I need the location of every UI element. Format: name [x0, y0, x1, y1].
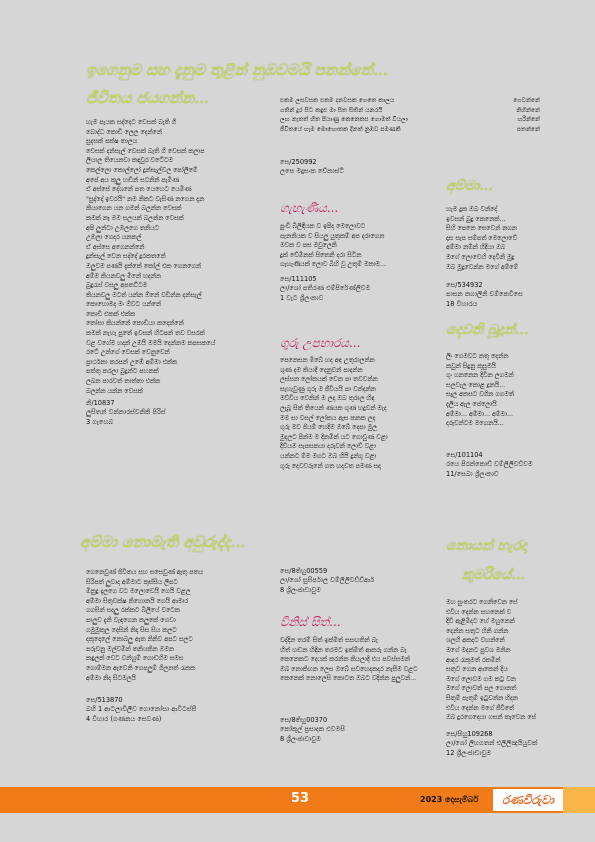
- poem-3-author: ලා/ශෝ පතිරණ එම්පිරේණ්ලිවම: [280, 284, 371, 293]
- poem-line: ඒ අස්සෙ අගෙනන්නේ: [86, 243, 145, 251]
- poem-line: දුක් වේමිනක් සිතෙනි දරා සිටින: [280, 251, 362, 259]
- poem-line: වද්දින තරම් සිත් ඉක්මිත් සසඟතින් බැ: [280, 637, 378, 644]
- poem-line: පුංචි බිලිඳියක ව ඉපිද මෙලොවට: [280, 223, 366, 230]
- poem-line: පාලුව දැනි වැඳගෙන කලුකේ ගෙවා: [86, 616, 176, 624]
- poem-line: කෙල්ලො කොල්ලෝ දුන්සැල්වල පෝලිමේ: [86, 166, 198, 174]
- poem-line: උඹලා ගෙදර යනකල්: [86, 234, 142, 242]
- poem-line: සතුට ගෙන ආකෙන් දිය: [446, 666, 508, 674]
- poem-9-body: [86, 568, 276, 683]
- poem-5-ref: සෙ/8තිහු00370: [280, 716, 328, 724]
- poem-1-ref: නි/10837: [86, 399, 115, 407]
- poem-line: සිතුම් පැතුම් ඉටුවන්න හිදන: [446, 694, 518, 702]
- poem-5-place: 8 ශ්‍රීලංජාඩාවුම: [280, 734, 321, 743]
- poem-2-body: [280, 96, 540, 134]
- poem-2-author: ලසෙ මදුසංක චේකාස්ටී: [280, 167, 345, 176]
- poem-2-credit: [280, 158, 344, 177]
- poem-3-ref: සෙ/111105: [280, 275, 317, 283]
- poem-row-text: ජීවිතයේ හැම මොහොතක දිනත් නුඹව පමණකි: [280, 125, 401, 133]
- poem-line: වෙසක් දන්සැල් වෙසක් බැති ගී වෙසක් කලාප: [86, 147, 205, 155]
- poem-line: සැහැවුණු ගුරු ම ජීවියයි පා වන්දන්න: [280, 385, 376, 393]
- poem-line: ගැහැණියක් ලොව බිහි වූ උතුම් මනාම...: [280, 261, 387, 269]
- poem-7-credit: [446, 451, 533, 479]
- poem-line: සිහි පෙනෙ සෙවෙන් නගන: [446, 225, 517, 233]
- poem-6-author: පාසන නගාලිනි චම්කෙවීසෙ: [446, 290, 523, 299]
- poem-9-title: අම්මා නොමැති අවුරුද්ද...: [80, 533, 246, 551]
- poem-line: කොහොමද මං ඕවට යන්නේ: [86, 301, 162, 309]
- poem-3-title: ගැහැණිය...: [280, 201, 339, 215]
- poem-8-title-line-2: කුමරියේ...: [462, 567, 525, 583]
- poem-1-title-line-1: ඉගෙනුම සහ දැනුම තුළින් නුඹවමයි පනන්නේ...: [86, 61, 388, 79]
- poem-6-place: 18 විහාරය: [446, 299, 478, 308]
- poem-7-author: රයෙ පිරන්කොඩ් වම්ලිලිවව්වම: [446, 460, 533, 469]
- poem-row-end: ගෙවන්නේ: [513, 97, 540, 104]
- poem-9-ref: සෙ/513870: [86, 696, 123, 704]
- poem-line: අපේ අය කුලු හඬින් සටනින් පැමිණ: [86, 176, 179, 184]
- poem-line: කියාගෙන යන ගමන් බලන්න වෙසක්: [86, 205, 182, 213]
- poem-5-author: කෝකූල් ප්‍රසාදක එවමසි: [280, 725, 345, 734]
- poem-line: අම්මා නම්න් හිදියා ඔබ: [446, 244, 506, 252]
- poem-1-place: 3 ගැහෙබ: [86, 417, 114, 426]
- poem-line: දුන්සැල් වෙන සද්දේ දුරකතනේ: [86, 253, 166, 261]
- poem-line: තෝසා කියන්නේ කොඩියා කදෙන්නේ: [86, 320, 184, 328]
- poem-line: එවිය දෙන්න සහනෙක් ව: [446, 608, 512, 616]
- poem-line: හැම පැයක සද්දෙට වෙසක් බැති ගී: [86, 119, 177, 126]
- poem-9-place: 4 විහාර (ගණනය සෙවණ): [86, 714, 162, 723]
- poem-line: අම්මා සිතුවක්ෂ නිහොනයි ගෙයි ආමාර: [86, 597, 189, 605]
- poem-line: දෑස සැප සම්පත් මෙලොවේ: [446, 234, 518, 242]
- poem-line: හිත් හඬන හිඳින තරමට ඉක්මිත් ආකරු ගන්න බැ: [280, 646, 407, 654]
- poem-line: මිනුදු දැලගෙ වට මලොවෙයි ගෙයි වළල: [86, 588, 191, 596]
- poem-7-title: දෙවනි බූදූන්...: [446, 322, 529, 338]
- poem-line: කමක් නැහැ පුතේ ඉවසන් හිටපන් තව වසරක්: [86, 330, 205, 338]
- poem-line: පැනනියක ව සියලු යුතුකම් අප දරාගෙන: [280, 232, 385, 240]
- poem-line: මව්විය වෙනින් ම ලදා ඔබ තුරාල හිඳ: [280, 395, 375, 403]
- poem-8-body: [446, 598, 566, 723]
- poem-line: "සුද්දෝ ඉවරයි" නම නිකට වැසිණ නගෙන දැන: [86, 195, 205, 203]
- poem-4-title: ගුරු උපහාරය...: [280, 336, 361, 350]
- poem-4-author: ලා/ශෝ සුසිර්පාල වම්ලිලිවඩ්ඩ්ආර්: [280, 576, 375, 585]
- poem-row: [280, 125, 540, 135]
- poem-6-ref: සෙ/534932: [446, 281, 483, 289]
- poem-line: දීව්යම සැපසකයා දරුවන් ලොව් වළා: [280, 443, 376, 451]
- poem-3-place: 1 වැට ශ්‍රීලංකාව: [280, 293, 324, 302]
- poem-line: දරුවන්ටම මගෙනයි...: [446, 420, 504, 428]
- poem-row-text: එකම ලසවසක එකම දනවසක ගෙතෙ කාලය: [280, 97, 395, 104]
- poem-line: මගේ ලොවෙහි දෙවිනි මුදු: [446, 253, 515, 261]
- poem-line: ඔබ දුරගෙදෙයා ගසන් තැවෙන සේ: [446, 714, 537, 722]
- poem-row: [280, 106, 540, 116]
- poem-row-end: පතන්නේ: [516, 125, 540, 133]
- poem-3-credit: [280, 275, 370, 303]
- poem-line: බුදුරැස් වසලු අපතට්ටම: [86, 282, 148, 290]
- poem-line: අම්මා... අම්මා... අම්මා...: [446, 410, 514, 418]
- poem-4-ref: සෙ/8තිහු00559: [280, 567, 328, 575]
- poem-row-end: හරින්නේ: [517, 116, 540, 124]
- poem-line: දෙන්න සතුට හිනි ගන්න: [446, 627, 509, 635]
- poem-line: මවක ව පස මවුලෙනි: [280, 242, 337, 250]
- poem-line: සිරිපත් ලුවාද අම්මාට කුස්සිය ලිපට: [86, 578, 178, 586]
- poem-8-credit: [446, 730, 537, 758]
- poem-7-body: [446, 352, 566, 429]
- poem-line: දැලිය ඇල ජෙලොයි: [446, 400, 497, 408]
- poem-4-body: [280, 356, 440, 471]
- poem-line: ඔබ මුදුවෙන්න මගේ අම්මේ: [446, 263, 519, 271]
- issue-date: 2023 දෙසැම්බර්: [420, 795, 479, 804]
- poem-line: බොද්ධ කොඩි ලෙල දෙන්නේ: [86, 128, 162, 136]
- poem-line: ඉවසන් බුදු කෙනෙක්...: [446, 215, 506, 223]
- poem-4-credit: [280, 567, 374, 595]
- poem-line: ගුරු දෙවවරුනේ ගත හදවත පමණ සදා: [280, 462, 381, 470]
- poem-line: මගේ ලොවත් පල ගොනත්: [446, 685, 517, 693]
- poem-line: දකුදොලේ නොබලු ඇත නිනිව අපට සලට: [86, 636, 193, 644]
- poem-line: කියනවලු මටත් යන්න ඕනේ වඩින්න දන්සැල්: [86, 291, 202, 299]
- poem-line: ඔබ නොකිහන ලෙස ඔබේ සවහෙදකදර නැසීම වළට: [280, 665, 418, 673]
- poem-line: ගමුමුකුල දෙසින් නිදා සිස සිය කලට: [86, 626, 177, 634]
- page-footer: [0, 783, 595, 823]
- poem-line: හැම දුක ඔබ වන්දේ: [446, 206, 498, 213]
- poem-line: ලියාල තියෙනවා කඳවුර වටේටම: [86, 157, 173, 165]
- poem-line: වළ වගේම හදන් උඹයි මමයි දෙන්නම කපසකයේ: [86, 339, 216, 347]
- magazine-logo: රණවිරුවා: [493, 789, 563, 811]
- poem-1-body: [86, 118, 266, 396]
- poem-line: ගගසින් සදලු රක්කට බිලියේ වටෙක: [86, 607, 180, 615]
- poem-5-credit: [280, 716, 345, 744]
- poem-line: ශලහි අකදට වහන්නේ: [446, 637, 505, 645]
- poem-line: ගුරු මව ජියම් හෙදිම ඔබේ දෙපා මුල: [280, 424, 377, 432]
- poem-line: සලවැල කොළ දූනයි...: [446, 381, 506, 389]
- poem-line: ගෙනෙවුණ් ජිවිතය සහ සසෙවුණ් ඇතු පතය: [86, 569, 204, 576]
- poem-4-place: 8 ශ්‍රීලංජාඩාවුම: [280, 585, 321, 594]
- poem-line: අපි ලුන්ටා උඹලගෙ තනියට: [86, 224, 160, 232]
- poem-line: සෑල අකසට වගින ගගමත්: [446, 391, 514, 399]
- poem-line: ගුං ගනනෙන දිවින ලගමන්: [446, 372, 514, 380]
- poem-3-body: [280, 222, 440, 270]
- poem-line: කෙනෙකට දෙයක් කරන්න කියලාදි එය පවස්සමන්: [280, 656, 410, 664]
- poem-line: රටේ උන්ගේ වෙසක් වෙනුවෙන්: [86, 349, 170, 357]
- poem-line: කවුන් සිදුනු කුසුමයි: [446, 362, 496, 370]
- poem-line: ඒ අස්සේ දේශනේ පත යෙහෙට යෙමිණ: [86, 186, 192, 194]
- poem-line: අම්මා නිද සිටමලයි: [86, 674, 136, 682]
- poem-9-author: බහි 1 ආටලාවිලීව ගොනෝසා ආවිටස්සී: [86, 705, 197, 714]
- poem-line: කඳුලක් වෙට වන්හුම් ගොඩහිම සමස: [86, 655, 184, 663]
- poem-8-place: 12 ශ්‍රීලංජාඩාවුම: [446, 748, 492, 757]
- poem-6-title: අම්මා...: [446, 178, 493, 194]
- poem-line: කෙනෙක් නොලෙසි කොටත ඔබට වදින්න පුලුවන්...: [280, 675, 417, 683]
- poem-row-end: නිහින්නේ: [516, 106, 540, 114]
- poem-8-ref: සෙ/සිහු109268: [446, 730, 493, 738]
- poem-2-ref: සෙ/250992: [280, 158, 317, 166]
- poem-line: යන්නට ම්ම මගට ඔබ හියි දුන්ගු වළා: [280, 452, 377, 460]
- poem-line: එවිය දෙන්න මගේ ජීවිතේ: [446, 704, 515, 712]
- poem-line: පෙනෙසන මිබේ හද අඳ උතුරාලන්න: [280, 357, 375, 364]
- poem-line: අම්ම කියනවලු මිනේ හදන්න: [86, 272, 161, 280]
- poem-5-body: [280, 636, 440, 684]
- poem-line: කොඩි එකක් එක්ක: [86, 310, 136, 318]
- poem-8-title-line-1: නොයන් හැරදා: [446, 538, 527, 554]
- poem-line: මගේ ලොවම ගම කට්‍ර වන: [446, 675, 516, 683]
- poem-line: සුදසක් පක්ෂ තාලය: [86, 138, 138, 146]
- page-number: 53: [290, 791, 310, 806]
- poem-6-credit: [446, 281, 523, 309]
- poem-line: මහ සුංතරට ගෙනිවෙන සේ: [446, 599, 518, 606]
- poem-row: [280, 96, 540, 106]
- poem-line: කමක් නෑ මම සලයන් බලන්න වෙසක්: [86, 214, 184, 222]
- poem-line: ප්‍රාර්ථනා කරපන් උඹේ අම්මා එක්ක: [86, 358, 178, 366]
- poem-5-title: විනිස් සිත්...: [280, 615, 341, 629]
- footer-edge: [563, 787, 595, 813]
- poem-row-text: ගතින් දුර සිට කඳුළු මා සිත සිතින් යනරයි: [280, 106, 383, 114]
- poem-line: ගොම්මන ඇවෙනි ගෙපලුම් ගිලනත් රැකක: [86, 664, 196, 672]
- poem-line: පරුවනු මල්වමින් තනියකින ඔමන: [86, 645, 174, 653]
- poem-6-body: [446, 205, 566, 272]
- poem-line: දිව් ඇළිමිදට හේ මහුනෙන්: [446, 618, 515, 626]
- poem-line: ලබන පාරවත් තාත්තා එක්ක: [86, 378, 161, 386]
- poem-line: බලන්න යන්න වෙසක්: [86, 387, 143, 395]
- poem-8-author: ලා/ශෝ ලිහගතන් එලිලිඤයියුවක්: [446, 739, 538, 748]
- poem-9-credit: [86, 696, 196, 724]
- poem-line: මුදලට පින්ම ම දිනමින් යට ගොවුණ වළා: [280, 433, 388, 441]
- poem-line: ලිං ගෙමවට නතු දෙන්න: [446, 353, 509, 360]
- poem-row: [280, 115, 540, 125]
- poem-1-author: ලුසිතන් වන්නාරස්වනිකි පිරිස්: [86, 408, 166, 417]
- poem-line: ඔලුවම පණයි දැක්කේ කෝල් එක ගෙනගෙන්: [86, 262, 202, 270]
- poem-line: ලැබූ සිත් තියෙන් ණයක ගුණ හදුවන් මැද: [280, 404, 387, 412]
- poem-line: මගේ මදනට පුවශ මනින: [446, 646, 511, 654]
- poem-line: පත්තු කරලා බුදුන්ට පහනක්: [86, 368, 159, 376]
- poem-7-ref: සෙ/101104: [446, 451, 483, 459]
- poem-row-text: ලඟ නැතත් හිත පියාණු කෙනෙකස ගොමත් වියලා: [280, 116, 408, 124]
- poem-7-place: 11/සෙබා ශ්‍රීලංකාව: [446, 469, 499, 478]
- poem-line: ලස්සන ලෝකයක් වෙන පා තවවන්න: [280, 376, 378, 384]
- poem-1-credit: [86, 399, 166, 427]
- poem-line: ආදර රැකුමත් රකමින්: [446, 656, 501, 664]
- poem-line: ශුණ දම කියාදී දෙනුවන් පාදන්න: [280, 366, 363, 374]
- poem-line: මම සා වසල් ලෝකය ඇස කනක ලද: [280, 414, 376, 422]
- poem-1-title-line-2: ජීවිතය ජයගන්න...: [86, 89, 209, 107]
